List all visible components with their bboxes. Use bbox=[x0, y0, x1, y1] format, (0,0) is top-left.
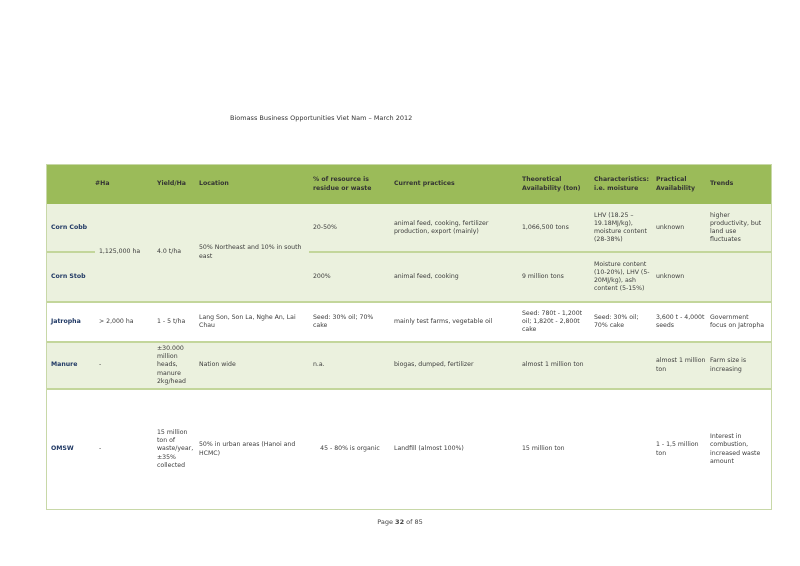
cell-practical: 3,600 t - 4,000t seeds bbox=[656, 313, 705, 329]
cell-ha: - bbox=[99, 445, 102, 453]
col-header-location: Location bbox=[199, 180, 229, 188]
cell-trends: higher productivity, but land use fluctuates bbox=[710, 211, 762, 244]
cell-location: Nation wide bbox=[199, 361, 236, 369]
table-header-row bbox=[47, 165, 771, 204]
cell-practices: biogas, dumped, fertilizer bbox=[394, 361, 474, 369]
col-header-trends: Trends bbox=[710, 180, 734, 188]
cell-practices: animal feed, cooking bbox=[394, 272, 459, 280]
cell-theoretical: almost 1 million ton bbox=[522, 361, 584, 369]
cell-characteristics: Seed: 30% oil; 70% cake bbox=[594, 313, 639, 329]
cell-residue: 20-50% bbox=[313, 223, 337, 231]
table-row-omsw bbox=[47, 390, 771, 509]
cell-practices: animal feed, cooking, fertilizer production, export (mainly) bbox=[394, 219, 489, 235]
row-label-omsw: OMSW bbox=[51, 445, 74, 453]
row-label-corn-stob: Corn Stob bbox=[51, 272, 86, 280]
cell-practical: almost 1 million ton bbox=[656, 357, 706, 373]
cell-trends: Government focus on Jatropha bbox=[710, 313, 765, 329]
page-suffix: of 85 bbox=[404, 518, 423, 526]
cell-trends bbox=[710, 253, 770, 301]
cell-practices: Landfill (almost 100%) bbox=[394, 445, 464, 453]
cell-practices: mainly test farms, vegetable oil bbox=[394, 317, 493, 325]
col-header-characteristics: Characteristics: i.e. moisture bbox=[594, 176, 649, 192]
page-prefix: Page bbox=[377, 518, 396, 526]
cell-practical: unknown bbox=[656, 272, 685, 280]
cell-theoretical: 15 million ton bbox=[522, 445, 565, 453]
cell-yield: ±30.000 million heads, manure 2kg/head bbox=[157, 344, 186, 385]
page-number: 32 bbox=[395, 518, 405, 526]
cell-location: 50% in urban areas (Hanoi and HCMC) bbox=[199, 441, 296, 457]
cell-residue: n.a. bbox=[313, 361, 325, 369]
cell-ha: - bbox=[99, 361, 102, 369]
biomass-table bbox=[46, 164, 772, 510]
cell-location: Lang Son, Son La, Nghe An, Lai Chau bbox=[199, 313, 296, 329]
cell-characteristics bbox=[594, 343, 656, 388]
cell-trends: Interest in combustion, increased waste amount bbox=[710, 433, 761, 465]
page-footer bbox=[0, 518, 800, 526]
row-label-manure: Manure bbox=[51, 361, 78, 369]
cell-practical: 1 - 1,5 million ton bbox=[656, 441, 699, 457]
cell-characteristics: LHV (18.25 – 19.18MJ/kg), moisture content (28-38%) bbox=[594, 211, 647, 244]
cell-characteristics bbox=[594, 390, 656, 509]
cell-residue: 200% bbox=[313, 272, 331, 280]
col-header-residue: % of resource is residue or waste bbox=[313, 176, 372, 192]
cell-theoretical: Seed: 780t - 1,200t oil; 1,820t - 2,800t cake bbox=[522, 309, 583, 334]
cell-theoretical: 9 million tons bbox=[522, 272, 564, 280]
cell-residue: Seed: 30% oil; 70% cake bbox=[313, 313, 374, 329]
cell-trends: Farm size is increasing bbox=[710, 357, 747, 373]
col-header-theoretical: Theoretical Availability (ton) bbox=[522, 176, 581, 192]
cell-practical: unknown bbox=[656, 223, 685, 231]
cell-residue: 45 - 80% is organic bbox=[320, 445, 380, 453]
table-row-manure bbox=[47, 343, 771, 388]
cell-yield: 1 - 5 t/ha bbox=[157, 317, 186, 325]
cell-corn-location: 50% Northeast and 10% in south east bbox=[199, 244, 302, 260]
col-header-yield: Yield/Ha bbox=[157, 180, 186, 188]
row-label-jatropha: Jatropha bbox=[51, 317, 81, 325]
document-title: Biomass Business Opportunities Viet Nam – March 2012 bbox=[230, 114, 413, 122]
cell-yield: 15 million ton of waste/year, ±35% collected bbox=[157, 428, 194, 469]
col-header-ha: #Ha bbox=[95, 180, 110, 188]
row-label-corn-cobb: Corn Cobb bbox=[51, 223, 88, 231]
col-header-practices: Current practices bbox=[394, 180, 455, 188]
cell-theoretical: 1,066,500 tons bbox=[522, 223, 569, 231]
table-row-jatropha bbox=[47, 303, 771, 341]
col-header-practical: Practical Availability bbox=[656, 176, 695, 192]
cell-corn-yield: 4.0 t/ha bbox=[157, 248, 182, 256]
cell-ha: > 2,000 ha bbox=[99, 317, 134, 325]
cell-corn-ha: 1,125,000 ha bbox=[99, 248, 141, 256]
cell-characteristics: Moisture content (10-20%), LHV (5-20MJ/kg), ash content (5-15%) bbox=[594, 260, 650, 293]
table-row-corn-group bbox=[47, 204, 771, 301]
